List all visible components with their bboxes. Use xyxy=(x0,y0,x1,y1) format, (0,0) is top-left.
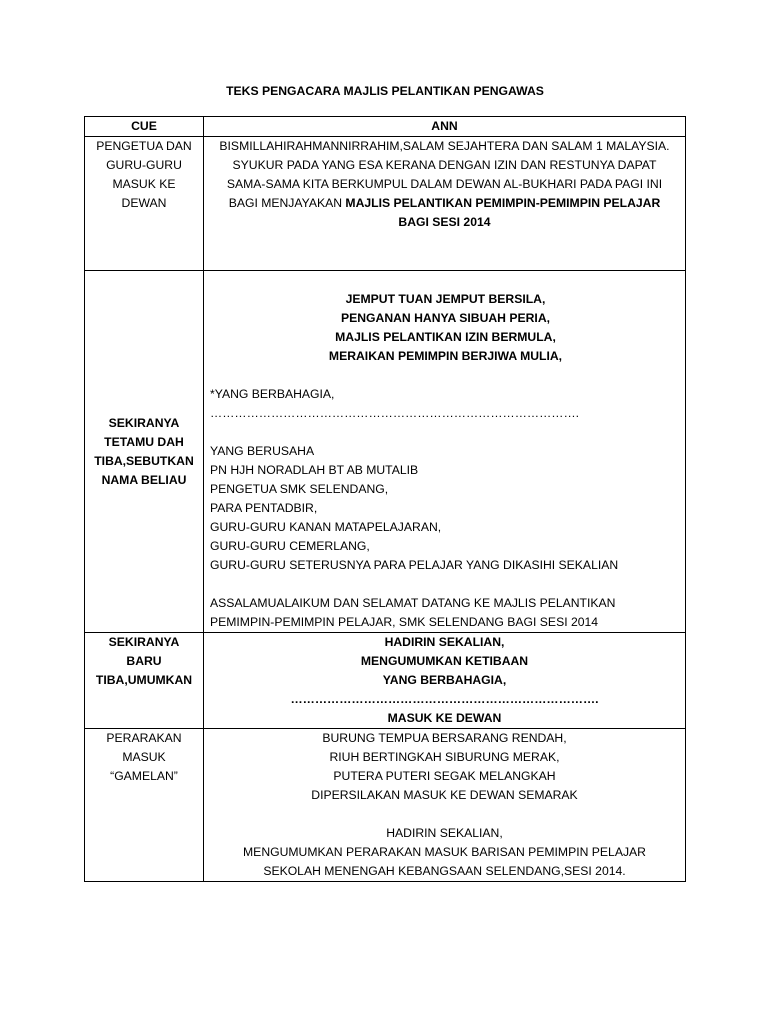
guest-list-line: YANG BERUSAHA xyxy=(210,444,315,458)
cue-line: “GAMELAN” xyxy=(110,769,178,783)
pantun-line: MERAIKAN PEMIMPIN BERJIWA MULIA, xyxy=(328,349,563,363)
opening-greeting: BISMILLAHIRAHMANNIRRAHIM,SALAM SEJAHTERA DAN SALAM 1 MALAYSIA. xyxy=(219,139,670,153)
cue-line: TETAMU DAH xyxy=(104,434,184,449)
table-row xyxy=(85,729,686,882)
announce-line: MASUK KE DEWAN xyxy=(387,711,502,725)
gratitude-text: SYUKUR PADA YANG ESA KERANA DENGAN IZIN DAN RESTUNYA DAPAT SAMA-SAMA KITA BERKUMPUL DALAM DEWAN AL-BUKHARI PADA PAGI INI BAGI MENJAYAKAN xyxy=(226,158,663,210)
pantun-line: PENGANAN HANYA SIBUAH PERIA, xyxy=(340,311,551,325)
opening-gratitude xyxy=(214,156,675,232)
cue-cell xyxy=(85,633,204,729)
table-row xyxy=(85,271,686,633)
guest-list-line: PARA PENTADBIR, xyxy=(210,501,318,515)
blank-line xyxy=(210,271,681,290)
cue-line: MASUK KE xyxy=(112,177,176,191)
cue-cell xyxy=(85,271,204,633)
blank-line xyxy=(210,366,681,385)
ann-cell xyxy=(204,633,686,729)
cue-cell xyxy=(85,137,204,271)
announce-line: MENGUMUMKAN KETIBAAN xyxy=(360,654,529,668)
cue-line: SEKIRANYA xyxy=(108,635,180,649)
ann-header: ANN xyxy=(204,117,686,137)
name-placeholder-dots: …………………………………………………………………. xyxy=(290,692,599,706)
announce-line: YANG BERBAHAGIA, xyxy=(382,673,507,687)
event-name: MAJLIS PELANTIKAN PEMIMPIN-PEMIMPIN PELAJAR BAGI SESI 2014 xyxy=(345,196,661,229)
blank-line xyxy=(208,805,681,824)
guest-list-line: GURU-GURU KANAN MATAPELAJARAN, xyxy=(210,520,442,534)
blank-line xyxy=(210,575,681,594)
script-table xyxy=(84,116,686,882)
cue-line: PENGETUA DAN xyxy=(96,139,192,153)
cue-line: NAMA BELIAU xyxy=(101,472,187,487)
blank-line xyxy=(210,423,681,442)
cue-line: GURU-GURU xyxy=(106,158,182,172)
cue-line: BARU xyxy=(126,654,162,668)
ann-cell xyxy=(204,729,686,882)
pantun-line: JEMPUT TUAN JEMPUT BERSILA, xyxy=(345,292,546,306)
announce-line: MENGUMUMKAN PERARAKAN MASUK BARISAN PEMIMPIN PELAJAR xyxy=(243,845,646,859)
guest-list-line: GURU-GURU CEMERLANG, xyxy=(210,539,370,553)
cue-line: SEKIRANYA xyxy=(108,415,180,430)
cue-line: MASUK xyxy=(122,750,166,764)
cue-line: DEWAN xyxy=(121,196,167,210)
ann-cell xyxy=(204,137,686,271)
name-placeholder-dots: ………………………………………………………………………………. xyxy=(210,406,580,420)
pantun-line: BURUNG TEMPUA BERSARANG RENDAH, xyxy=(322,731,567,745)
table-row xyxy=(85,137,686,271)
guest-list-line: PENGETUA SMK SELENDANG, xyxy=(210,482,389,496)
pantun-line: DIPERSILAKAN MASUK KE DEWAN SEMARAK xyxy=(311,788,578,802)
berbahagia-line: *YANG BERBAHAGIA, xyxy=(210,387,335,401)
announce-line: SEKOLAH MENENGAH KEBANGSAAN SELENDANG,SESI 2014. xyxy=(263,864,626,878)
cue-line: TIBA,UMUMKAN xyxy=(95,673,193,687)
cue-header: CUE xyxy=(85,117,204,137)
welcome-line: PEMIMPIN-PEMIMPIN PELAJAR, SMK SELENDANG BAGI SESI 2014 xyxy=(210,615,599,629)
announce-line: HADIRIN SEKALIAN, xyxy=(386,826,503,840)
guest-list-line: PN HJH NORADLAH BT AB MUTALIB xyxy=(210,463,419,477)
document-title: TEKS PENGACARA MAJLIS PELANTIKAN PENGAWAS xyxy=(226,84,544,98)
cue-line: TIBA,SEBUTKAN xyxy=(94,453,194,468)
pantun-line: PUTERA PUTERI SEGAK MELANGKAH xyxy=(333,769,556,783)
welcome-line: ASSALAMUALAIKUM DAN SELAMAT DATANG KE MAJLIS PELANTIKAN xyxy=(210,596,616,610)
cue-cell xyxy=(85,729,204,882)
announce-line: HADIRIN SEKALIAN, xyxy=(384,635,505,649)
cue-line: PERARAKAN xyxy=(106,731,182,745)
table-header-row xyxy=(85,117,686,137)
pantun-line: MAJLIS PELANTIKAN IZIN BERMULA, xyxy=(335,330,556,344)
pantun-line: RIUH BERTINGKAH SIBURUNG MERAK, xyxy=(329,750,560,764)
ann-cell xyxy=(204,271,686,633)
guest-list-line: GURU-GURU SETERUSNYA PARA PELAJAR YANG DIKASIHI SEKALIAN xyxy=(210,558,619,572)
table-row xyxy=(85,633,686,729)
